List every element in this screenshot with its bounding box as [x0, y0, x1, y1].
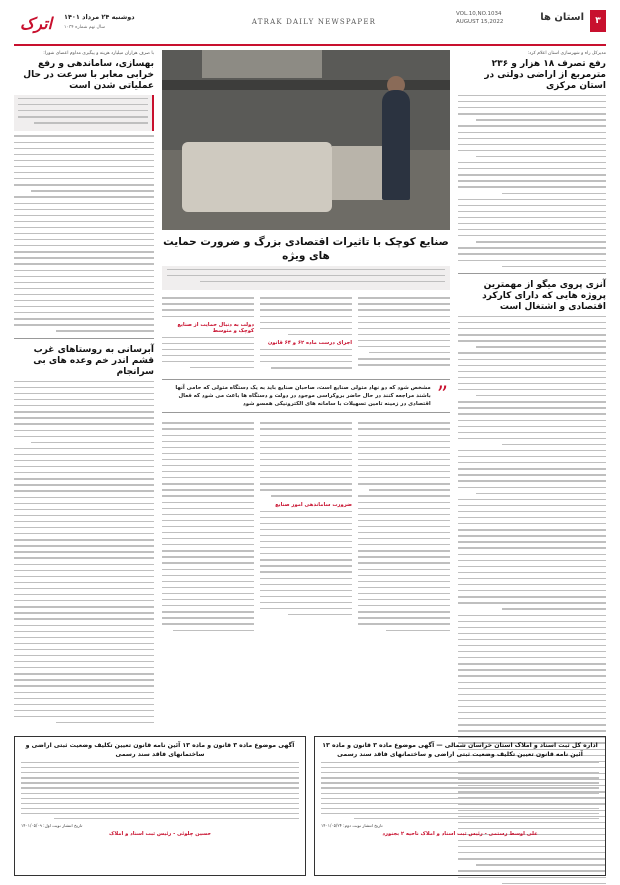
main-story-col: [162, 294, 254, 373]
story-headline[interactable]: آنزی پروی میگو از مهمترین پروژه هایی که دارای کارکرد اقتصادی و اشتغال است: [482, 279, 606, 312]
masthead: [14, 8, 606, 42]
story-body: [458, 95, 606, 267]
middle-column: [162, 50, 450, 636]
main-story-col: [260, 419, 352, 635]
volume-line: VOL.10,NO.1034: [456, 11, 502, 17]
page-number: ۳: [590, 10, 606, 32]
main-lead: [162, 266, 450, 290]
main-story-col: [358, 419, 450, 635]
legal-notice: [314, 736, 606, 876]
story-road-repair: [14, 50, 154, 332]
main-story-col: [358, 294, 450, 373]
notice-body: [21, 762, 299, 819]
masthead-rule: [14, 44, 606, 46]
sub-heading: دولت به دنبال حمایت از صنایع کوچک و متوسط: [177, 321, 254, 334]
sub-heading: اجرای درست ماده ۶۲ و ۶۴ قانون: [267, 339, 352, 346]
notice-title: اداره کل ثبت اسناد و املاک استان خراسان شمالی — آگهی موضوع ماده ۳ قانون و ماده ۱۳ آئین نامه قانون تعیین تکلیف وضعیت ثبتی اراضی و ساختمانهای فاقد سند رسمی: [322, 742, 598, 758]
legal-notice: [14, 736, 306, 876]
date-persian: دوشنبه ۲۴ مرداد ۱۴۰۱: [64, 13, 135, 21]
pull-quote-text: مشخص شود که دو نهاد متولی صنایع است، صاحبان صنایع باید به یک دستگاه متولی که حامی آنها باشند مراجعه کنند در حال حاضر بروکراسی موجود در دولت و دستگاه ها باعث می شود که فعال اقتصادی در زمینه تامین تسهیلات با سامانه های الکترونیکی همسو شود: [175, 385, 431, 408]
pull-quote: [162, 379, 450, 413]
paper-name: ATRAK DAILY NEWSPAPER: [251, 18, 377, 26]
divider: [458, 273, 606, 274]
notice-signature: حسین چلوئی - رئیس ثبت اسناد و املاک: [109, 831, 211, 838]
story-lead: [14, 95, 154, 131]
main-story-columns-lower: [162, 419, 450, 635]
divider: [14, 338, 154, 339]
notice-date: تاریخ انتشار نوبت دوم: ۱۴۰۱/۰۵/۲۴: [321, 823, 383, 829]
main-story-columns: [162, 294, 450, 373]
main-story-col: [260, 294, 352, 373]
story-qeshm-water: [14, 345, 154, 724]
story-kicker: مدیرکل راه و شهرسازی استان اعلام کرد:: [527, 51, 606, 56]
newspaper-logo: اترک: [19, 14, 53, 33]
factory-photo: [162, 50, 450, 230]
legal-notices: [14, 736, 606, 876]
main-story-col: [162, 419, 254, 635]
notice-signature: علی اوسط رستمی - رئیس ثبت اسناد و املاک ناحیه ۲ بجنورد: [382, 831, 538, 838]
notice-body: [321, 762, 599, 819]
section-title: استان ها: [540, 12, 584, 23]
sub-heading: ضرورت ساماندهی امور صنایع: [275, 501, 352, 508]
masthead-left: [14, 8, 144, 42]
story-headline[interactable]: بهسازی، ساماندهی و رفع خرابی معابر با سرعت در حال عملیاتی شدن است: [23, 59, 154, 91]
masthead-right: [456, 8, 606, 42]
volume-info: [456, 10, 503, 26]
notice-title: آگهی موضوع ماده ۳ قانون و ماده ۱۳ آئین نامه قانون تعیین تکلیف وضعیت ثبتی اراضی و ساختمانهای فاقد سند رسمی: [25, 742, 295, 758]
issue-line: سال نهم شماره ۱۰۳۴: [64, 25, 105, 30]
story-headline[interactable]: رفع تصرف ۱۸ هزار و ۲۳۶ مترمربع از اراضی دولتی در استان مرکزی: [484, 59, 606, 91]
left-column: [14, 50, 154, 728]
story-body: [14, 381, 154, 724]
date-english: AUGUST 15,2022: [456, 19, 504, 25]
story-land-recovery: [458, 50, 606, 267]
main-headline[interactable]: صنایع کوچک با تاثیرات اقتصادی بزرگ و ضرورت حمایت های ویژه: [163, 236, 449, 262]
notice-date: تاریخ انتشار نوبت اول: ۱۴۰۱/۰۵/۰۹: [21, 823, 83, 829]
story-headline[interactable]: آبرسانی به روستاهای غرب قشم اندر خم وعده های بی سرانجام: [33, 344, 154, 377]
quote-icon: ”: [436, 383, 448, 409]
story-kicker: با صرف هزاران میلیارد هزینه و پیگیری مداوم اعضای شورا:: [43, 51, 154, 56]
story-body: [14, 135, 154, 331]
